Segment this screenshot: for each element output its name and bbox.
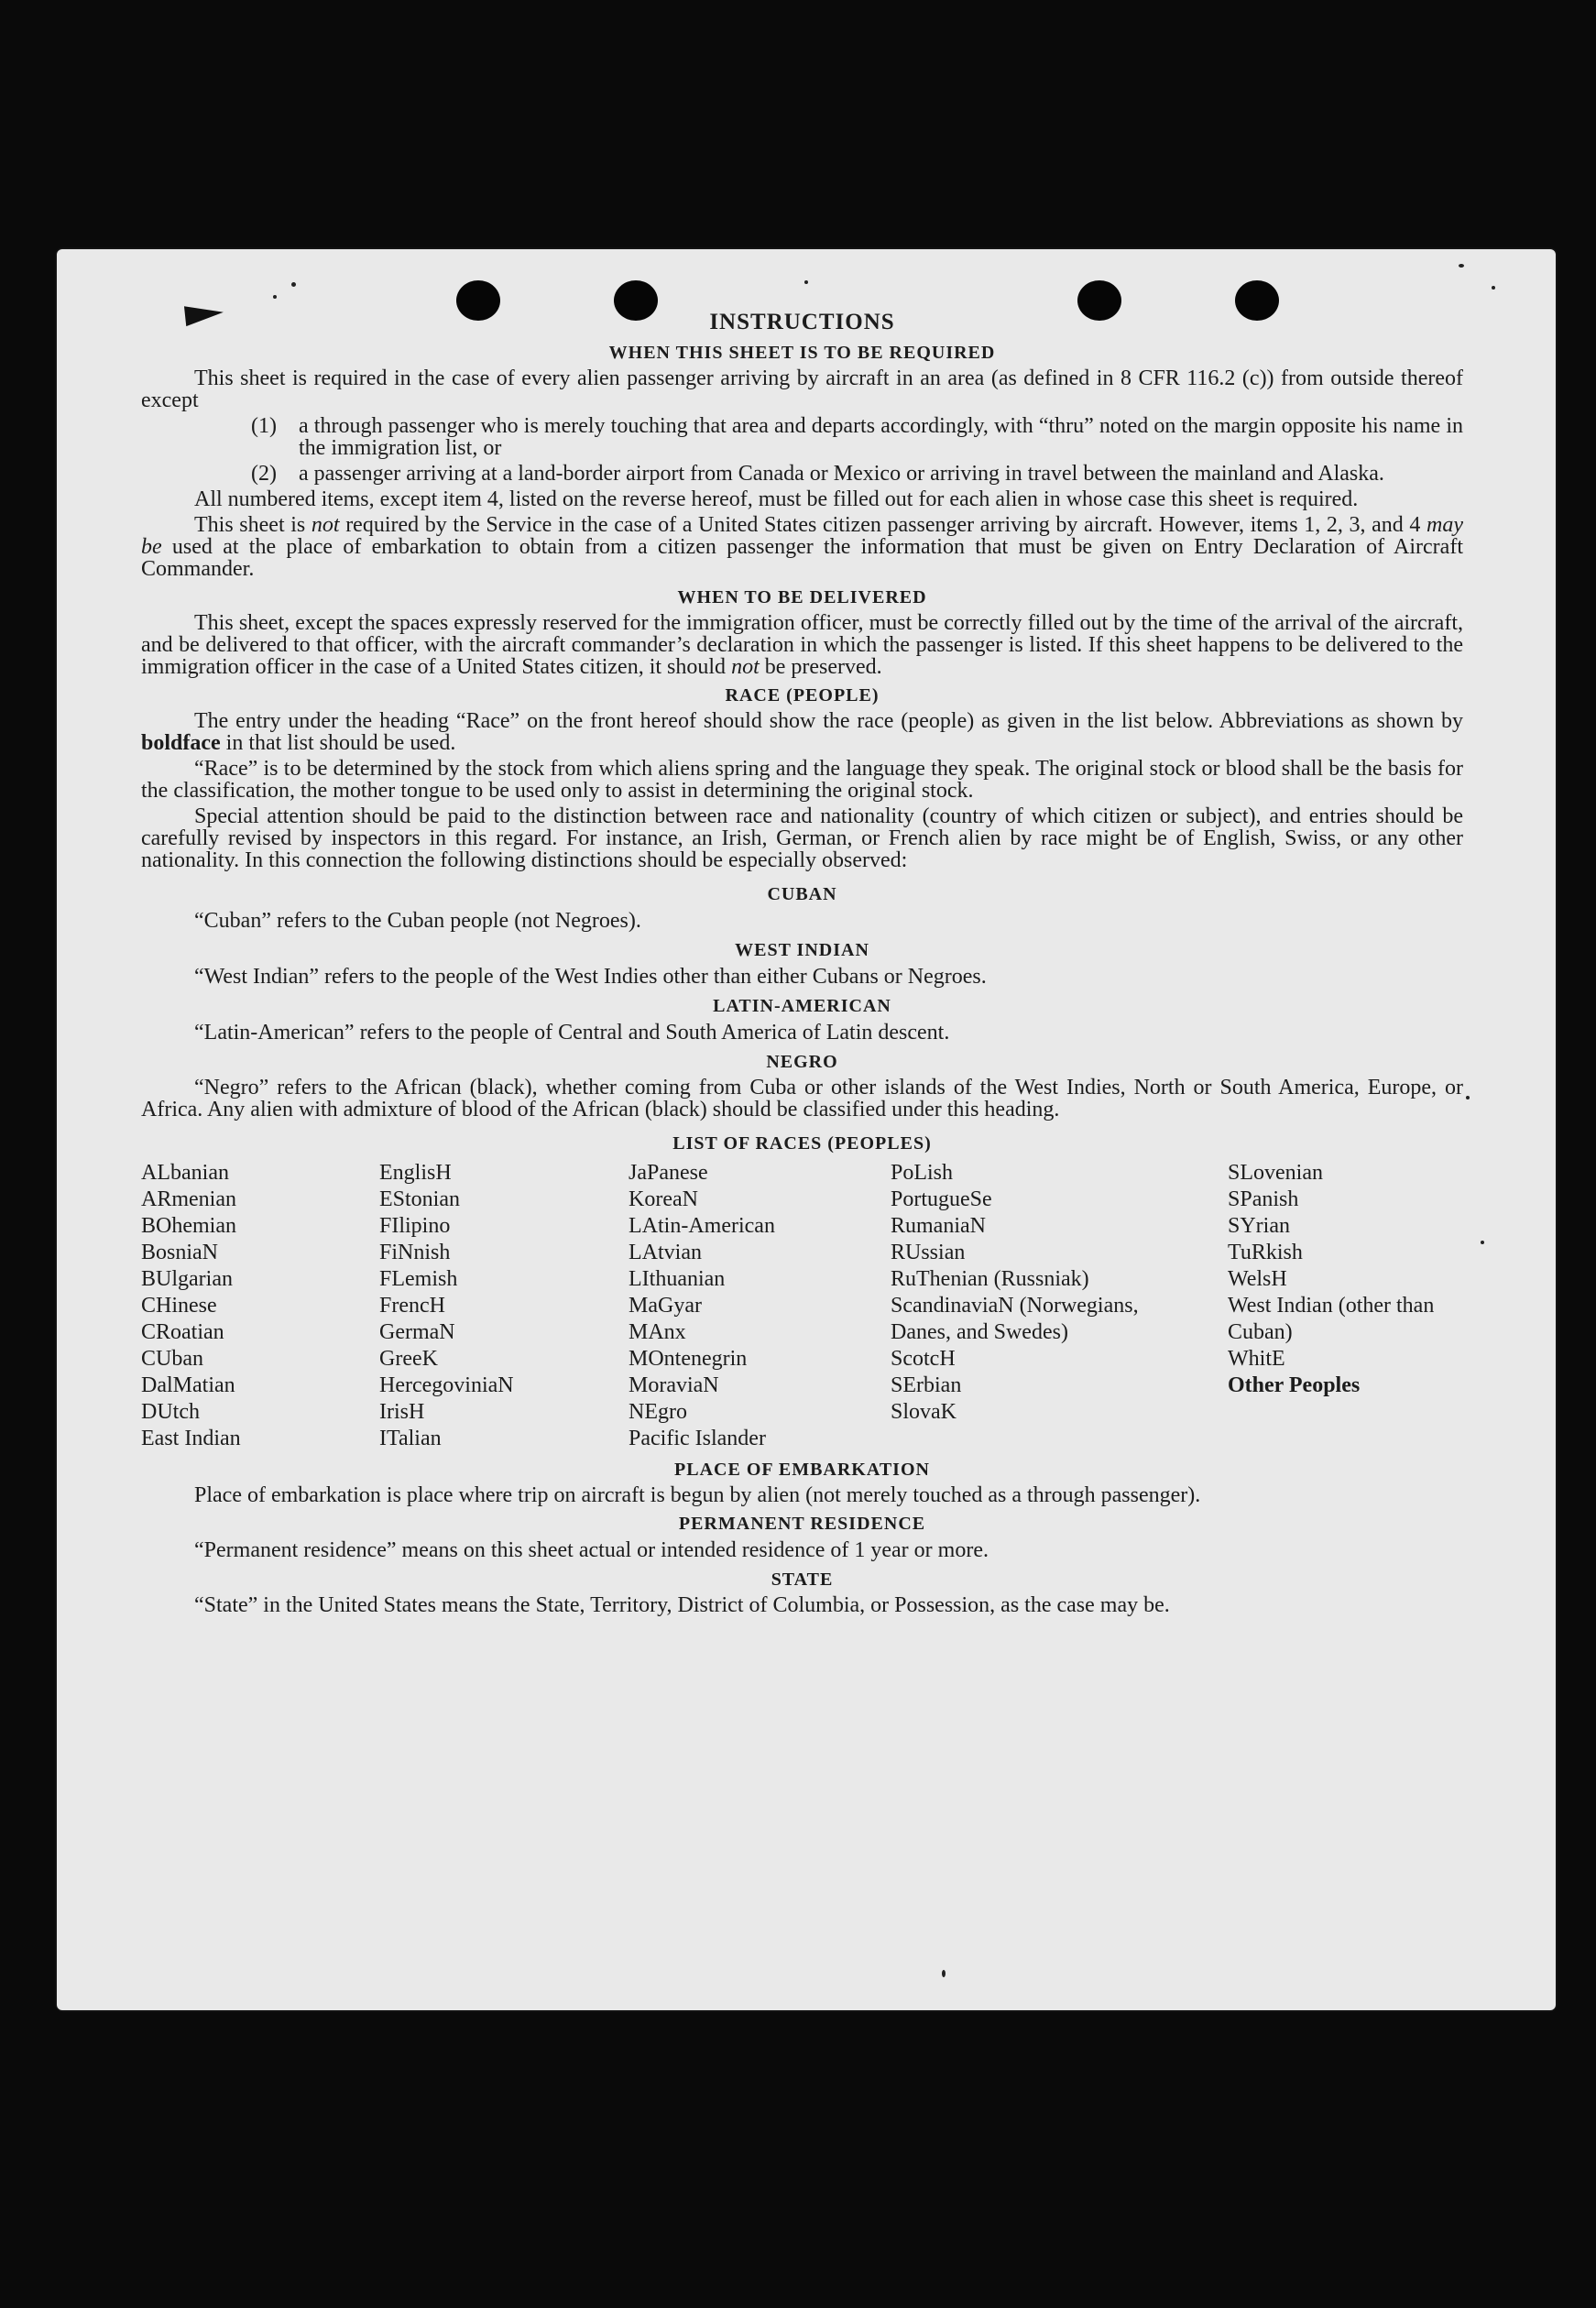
race-entry: MaGyar xyxy=(629,1294,702,1318)
race-entry: East Indian xyxy=(141,1427,241,1450)
heading-state: STATE xyxy=(771,1570,834,1590)
race-column-5 xyxy=(1228,1160,1463,1452)
definition-residence: “Permanent residence” means on this sheet actual or intended residence of 1 year or more. xyxy=(194,1538,989,1562)
item-number: (1) xyxy=(251,414,277,438)
list-item xyxy=(251,463,1463,485)
race-entry: West Indian (other than Cuban) xyxy=(1228,1294,1435,1344)
paragraph: This sheet is required in the case of every alien passenger arriving by aircraft in an area (as defined in 8 CFR 116.2 (c)) from outside thereof except xyxy=(141,366,1463,412)
heading-latin-american: LATIN-AMERICAN xyxy=(713,996,891,1016)
heading-when-required: WHEN THIS SHEET IS TO BE REQUIRED xyxy=(608,343,996,363)
race-entry: ITalian xyxy=(379,1427,442,1450)
race-entry: DUtch xyxy=(141,1400,200,1424)
race-entry: WelsH xyxy=(1228,1267,1287,1291)
race-entry: CRoatian xyxy=(141,1320,224,1344)
race-entry: NEgro xyxy=(629,1400,687,1424)
race-entry: LAtvian xyxy=(629,1241,702,1264)
speck xyxy=(942,1970,946,1977)
heading-cuban: CUBAN xyxy=(767,884,837,904)
race-entry: SlovaK xyxy=(891,1400,957,1424)
paragraph: This sheet, except the spaces expressly reserved for the immigration officer, must be correctly filled out by the time of the arrival of the aircraft, and be delivered to that officer, with the aircraft commander’s declaration in which the passenger is listed. If this sheet happens to be delivered to the immigration officer in the case of a United States citizen, it should not be preserved. xyxy=(141,611,1463,679)
paragraph: Place of embarkation is place where trip on aircraft is begun by alien (not merely touched as a through passenger). xyxy=(194,1483,1201,1507)
race-entry: ScandinaviaN (Norwegians, Danes, and Swedes) xyxy=(891,1294,1139,1344)
race-entry: EnglisH xyxy=(379,1161,452,1185)
heading-west-indian: WEST INDIAN xyxy=(735,940,869,960)
race-entry: RumaniaN xyxy=(891,1214,986,1238)
speck xyxy=(273,295,277,299)
race-entry: GreeK xyxy=(379,1347,438,1371)
race-entry: CHinese xyxy=(141,1294,217,1318)
race-entry: ScotcH xyxy=(891,1347,956,1371)
definition-latin-american: “Latin-American” refers to the people of Central and South America of Latin descent. xyxy=(194,1021,950,1045)
race-entry: EStonian xyxy=(379,1187,460,1211)
definition-cuban: “Cuban” refers to the Cuban people (not Negroes). xyxy=(194,909,641,933)
race-entry: BUlgarian xyxy=(141,1267,233,1291)
race-column-2 xyxy=(379,1160,629,1452)
race-entry: BOhemian xyxy=(141,1214,236,1238)
race-column-1 xyxy=(141,1160,379,1452)
speck xyxy=(291,282,296,287)
race-entry: RuThenian (Russniak) xyxy=(891,1267,1089,1291)
heading-when-delivered: WHEN TO BE DELIVERED xyxy=(677,587,927,607)
race-entry: FLemish xyxy=(379,1267,458,1291)
race-list xyxy=(141,1160,1463,1452)
race-entry: GermaN xyxy=(379,1320,455,1344)
race-entry: RUssian xyxy=(891,1241,966,1264)
item-text: a through passenger who is merely touching that area and departs accordingly, with “thru” noted on the margin opposite his name in the immigration list, or xyxy=(299,414,1463,460)
definition-negro: “Negro” refers to the African (black), whether coming from Cuba or other islands of the West Indies, North or South America, Europe, or Africa. Any alien with admixture of blood of the African (black) should be classified under this heading. xyxy=(141,1076,1463,1121)
race-entry: PoLish xyxy=(891,1161,954,1185)
race-entry: MAnx xyxy=(629,1320,686,1344)
heading-race: RACE (PEOPLE) xyxy=(725,685,880,706)
heading-residence: PERMANENT RESIDENCE xyxy=(678,1514,926,1534)
race-entry: MOntenegrin xyxy=(629,1347,748,1371)
page-title: INSTRUCTIONS xyxy=(709,310,895,334)
race-entry: Pacific Islander xyxy=(629,1427,766,1450)
race-entry: LIthuanian xyxy=(629,1267,726,1291)
definition-state: “State” in the United States means the State, Territory, District of Columbia, or Possession, as the case may be. xyxy=(194,1593,1170,1617)
paragraph: The entry under the heading “Race” on the front hereof should show the race (people) as given in the list below. Abbreviations as shown by boldface in that list should be used. xyxy=(141,709,1463,755)
race-entry: HercegoviniaN xyxy=(379,1373,514,1397)
race-entry: FiNnish xyxy=(379,1241,451,1264)
speck xyxy=(1459,264,1464,268)
heading-embarkation: PLACE OF EMBARKATION xyxy=(674,1460,930,1480)
speck xyxy=(804,280,808,284)
document-sheet xyxy=(57,249,1556,2010)
race-entry: FrencH xyxy=(379,1294,445,1318)
race-entry: IrisH xyxy=(379,1400,425,1424)
race-entry: WhitE xyxy=(1228,1347,1285,1371)
race-column-4 xyxy=(891,1160,1228,1452)
definition-west-indian: “West Indian” refers to the people of the West Indies other than either Cubans or Negroes. xyxy=(194,965,987,989)
race-entry: SLovenian xyxy=(1228,1161,1323,1185)
speck xyxy=(1481,1241,1484,1244)
race-entry: SYrian xyxy=(1228,1214,1290,1238)
race-entry: LAtin-American xyxy=(629,1214,775,1238)
speck xyxy=(1492,286,1495,290)
race-entry: ARmenian xyxy=(141,1187,236,1211)
race-entry: DalMatian xyxy=(141,1373,235,1397)
paragraph: Special attention should be paid to the distinction between race and nationality (country of which citizen or subject), and entries should be carefully revised by inspectors in this regard. For instance, an Irish, German, or French alien by race might be of English, Swiss, or any other nationality. In this connection the following distinctions should be especially observed: xyxy=(141,804,1463,872)
race-entry: Other Peoples xyxy=(1228,1373,1361,1397)
instructions-content xyxy=(141,310,1463,1616)
race-entry: JaPanese xyxy=(629,1161,708,1185)
race-entry: FIlipino xyxy=(379,1214,451,1238)
race-entry: SErbian xyxy=(891,1373,962,1397)
race-column-3 xyxy=(629,1160,891,1452)
item-number: (2) xyxy=(251,462,277,486)
race-entry: TuRkish xyxy=(1228,1241,1303,1264)
race-entry: PortugueSe xyxy=(891,1187,992,1211)
item-text: a passenger arriving at a land-border airport from Canada or Mexico or arriving in travel between the mainland and Alaska. xyxy=(299,462,1384,486)
paragraph: All numbered items, except item 4, listed on the reverse hereof, must be filled out for each alien in whose case this sheet is required. xyxy=(194,487,1359,511)
paragraph: “Race” is to be determined by the stock from which aliens spring and the language they speak. The original stock or blood shall be the basis for the classification, the mother tongue to be used only to assist in determining the original stock. xyxy=(141,757,1463,803)
race-entry: SPanish xyxy=(1228,1187,1299,1211)
heading-list-of-races: LIST OF RACES (PEOPLES) xyxy=(672,1133,932,1154)
race-entry: BosniaN xyxy=(141,1241,218,1264)
race-entry: MoraviaN xyxy=(629,1373,719,1397)
list-item xyxy=(251,415,1463,459)
race-entry: KoreaN xyxy=(629,1187,698,1211)
speck xyxy=(1466,1096,1470,1099)
race-entry: ALbanian xyxy=(141,1161,229,1185)
paragraph: This sheet is not required by the Service in the case of a United States citizen passenger arriving by aircraft. However, items 1, 2, 3, and 4 may be used at the place of embarkation to obtain from a citizen passenger the information that must be given on Entry Declaration of Aircraft Commander. xyxy=(141,513,1463,581)
race-entry: CUban xyxy=(141,1347,203,1371)
heading-negro: NEGRO xyxy=(766,1052,838,1072)
